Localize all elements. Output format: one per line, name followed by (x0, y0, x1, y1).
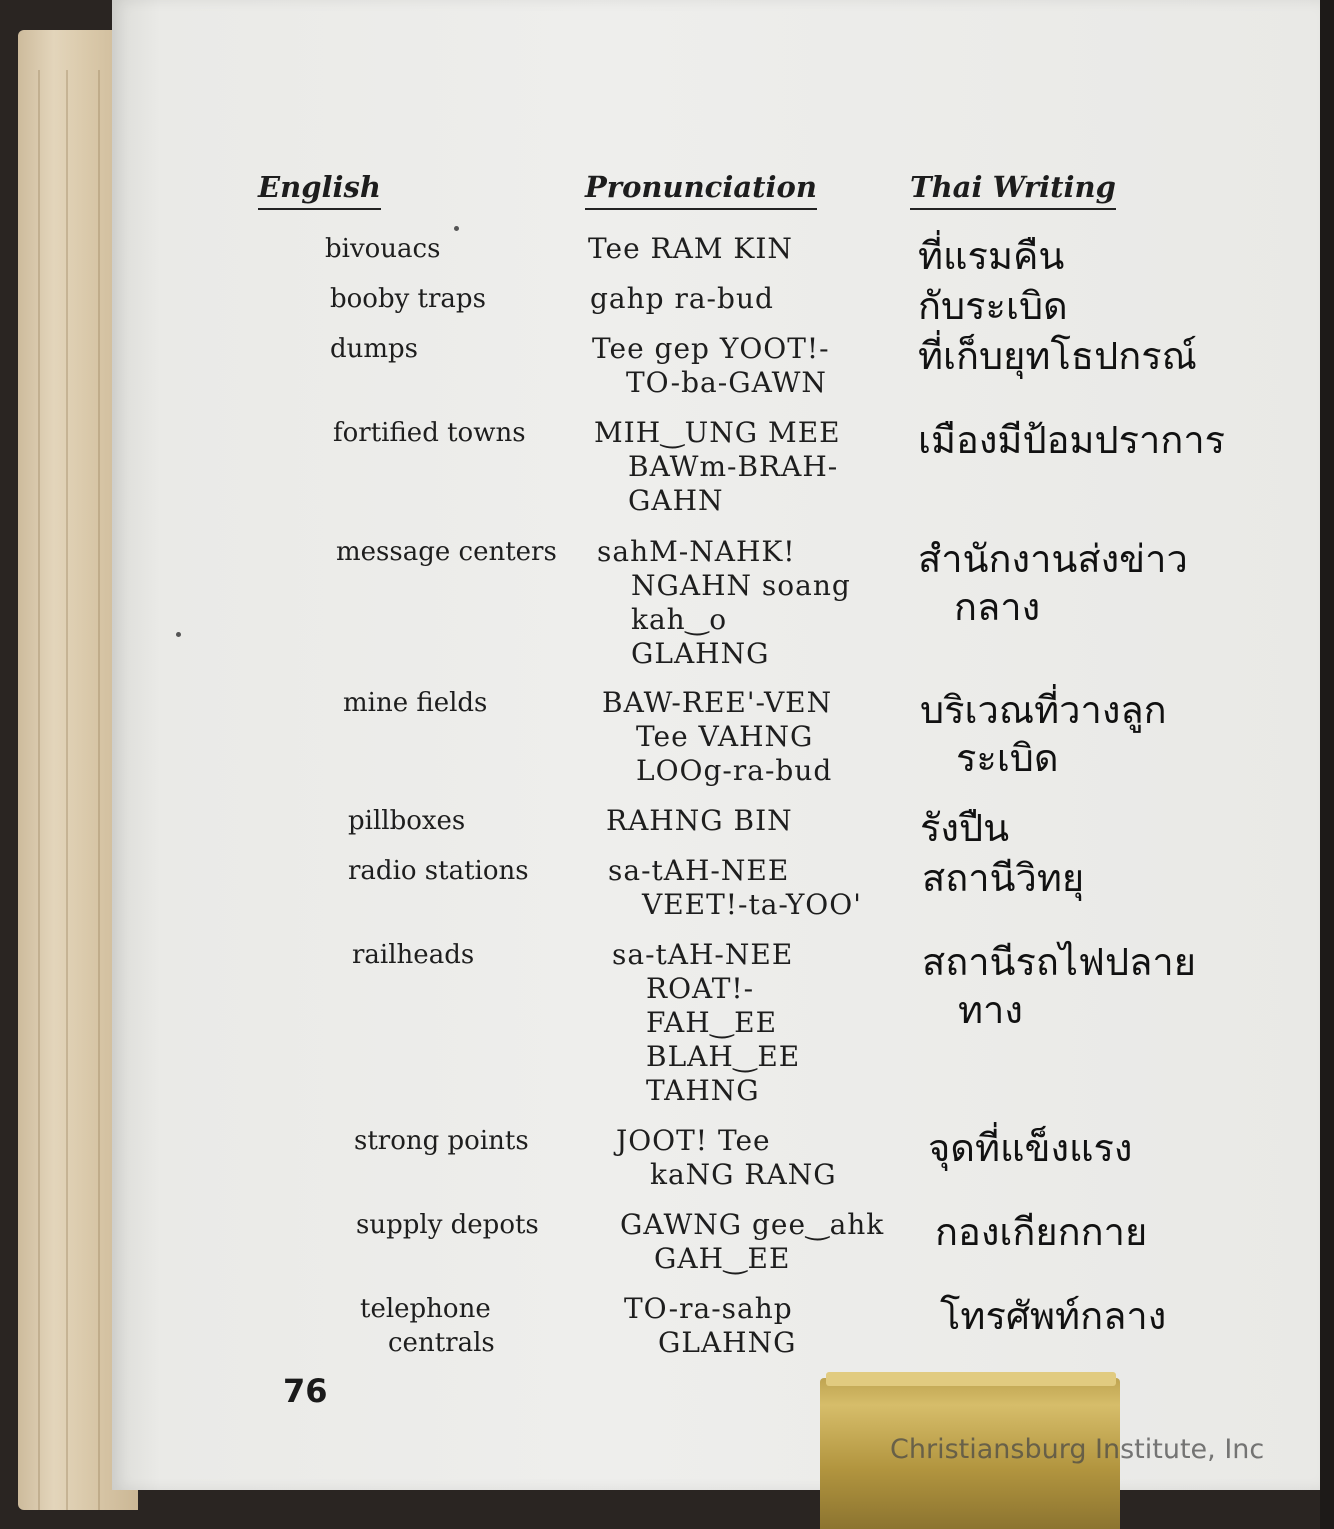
header-pronunciation: Pronunciation (585, 170, 817, 210)
thai-writing-line: ที่เก็บยุทโธปกรณ์ (918, 334, 1197, 378)
english-term-line: supply depots (356, 1210, 539, 1240)
english-term-line: message centers (336, 537, 557, 567)
pronunciation-line: MIH‿UNG MEE (594, 416, 841, 449)
thai-writing-line: สถานีรถไฟปลาย (922, 940, 1196, 984)
edge-line (66, 70, 68, 1510)
pronunciation (606, 804, 793, 838)
thai-writing-line: รังปืน (920, 806, 1010, 850)
display-stand-edge (826, 1372, 1116, 1386)
pronunciation-line: Tee VAHNG (636, 720, 814, 753)
thai-writing-line: กองเกียกกาย (935, 1210, 1148, 1254)
pronunciation-line: Tee gep YOOT!- (592, 332, 830, 365)
thai-writing-line: ระเบิด (956, 736, 1059, 780)
pronunciation-line: ROAT!- (646, 972, 755, 1005)
pronunciation-line: VEET!-ta-YOO' (642, 888, 862, 921)
english-term (348, 804, 465, 838)
pronunciation-line: TO-ra-sahp (624, 1292, 793, 1325)
pronunciation (592, 332, 830, 400)
thai-writing-line: จุดที่แข็งแรง (928, 1126, 1133, 1170)
thai-writing (922, 938, 1196, 1034)
pronunciation-line: TO-ba-GAWN (626, 366, 827, 399)
pronunciation (612, 938, 800, 1108)
thai-writing (920, 686, 1167, 782)
english-term (356, 1208, 539, 1242)
english-term-line: pillboxes (348, 806, 466, 836)
pronunciation-line: GAH‿EE (654, 1242, 791, 1275)
header-thai-writing: Thai Writing (910, 170, 1116, 210)
pronunciation-line: GAWNG gee‿ahk (620, 1208, 885, 1241)
pronunciation (620, 1208, 884, 1276)
pronunciation (588, 232, 793, 266)
header-english: English (258, 170, 381, 210)
english-term (354, 1124, 529, 1158)
watermark: Christiansburg Institute, Inc (890, 1434, 1265, 1465)
pronunciation-line: GLAHNG (631, 637, 770, 670)
thai-writing (935, 1208, 1147, 1256)
english-term (343, 686, 487, 720)
thai-writing (928, 1124, 1132, 1172)
english-term-line: railheads (352, 940, 475, 970)
english-term (360, 1292, 495, 1360)
edge-line (38, 70, 40, 1510)
thai-writing-line: กลาง (954, 585, 1041, 629)
thai-writing (920, 804, 1009, 852)
thai-writing (918, 416, 1225, 464)
english-term (330, 282, 486, 316)
english-term (336, 535, 557, 569)
english-term-line: bivouacs (325, 234, 441, 264)
thai-writing-line: โทรศัพท์กลาง (940, 1294, 1167, 1338)
pronunciation (590, 282, 774, 316)
pronunciation-line: sa-tAH-NEE (612, 938, 794, 971)
thai-writing-line: กับระเบิด (918, 284, 1068, 328)
pronunciation (602, 686, 832, 788)
english-term (352, 938, 474, 972)
pronunciation-line: JOOT! Tee (616, 1124, 771, 1157)
english-term (333, 416, 526, 450)
pronunciation-line: kah‿o (631, 603, 728, 636)
thai-writing-line: บริเวณที่วางลูก (920, 688, 1167, 732)
thai-writing (918, 535, 1188, 631)
pronunciation-line: BLAH‿EE (646, 1040, 801, 1073)
english-term-line: dumps (330, 334, 419, 364)
pronunciation (624, 1292, 796, 1360)
page-number: 76 (283, 1372, 328, 1410)
english-term-line: mine fields (343, 688, 488, 718)
ink-speck (454, 226, 459, 231)
pronunciation-line: FAH‿EE (646, 1006, 778, 1039)
pronunciation-line: sahM-NAHK! (597, 535, 796, 568)
thai-writing-line: สำนักงานส่งข่าว (918, 537, 1188, 581)
thai-writing-line: ที่แรมคืน (918, 234, 1065, 278)
english-term-line: telephone (360, 1294, 491, 1324)
thai-writing (922, 854, 1084, 902)
pronunciation (594, 416, 841, 518)
thai-writing (918, 232, 1064, 280)
pronunciation-line: sa-tAH-NEE (608, 854, 790, 887)
english-term-line: centrals (388, 1328, 495, 1358)
pronunciation (616, 1124, 837, 1192)
english-term-line: fortified towns (333, 418, 526, 448)
thai-writing (940, 1292, 1166, 1340)
pronunciation-line: BAWm-BRAH- (628, 450, 839, 483)
pronunciation-line: GLAHNG (658, 1326, 797, 1359)
pronunciation-line: RAHNG BIN (606, 804, 793, 837)
english-term (330, 332, 418, 366)
english-term-line: booby traps (330, 284, 486, 314)
thai-writing (918, 282, 1068, 330)
edge-line (98, 70, 100, 1510)
pronunciation-line: gahp ra-bud (590, 282, 774, 315)
thai-writing-line: ทาง (958, 988, 1023, 1032)
english-term-line: radio stations (348, 856, 529, 886)
ink-speck (176, 632, 181, 637)
thai-writing-line: เมืองมีป้อมปราการ (918, 418, 1226, 462)
pronunciation-line: TAHNG (646, 1074, 760, 1107)
pronunciation-line: kaNG RANG (650, 1158, 837, 1191)
english-term (325, 232, 440, 266)
thai-writing-line: สถานีวิทยุ (922, 856, 1085, 900)
thai-writing (918, 332, 1197, 380)
english-term-line: strong points (354, 1126, 529, 1156)
pronunciation-line: Tee RAM KIN (588, 232, 793, 265)
pronunciation-line: BAW-REE'-VEN (602, 686, 833, 719)
pronunciation (608, 854, 862, 922)
pronunciation-line: NGAHN soang (631, 569, 851, 602)
pronunciation-line: LOOg-ra-bud (636, 754, 833, 787)
page-gutter-shadow (1320, 0, 1334, 1529)
pronunciation-line: GAHN (628, 484, 724, 517)
english-term (348, 854, 529, 888)
pronunciation (597, 535, 851, 671)
